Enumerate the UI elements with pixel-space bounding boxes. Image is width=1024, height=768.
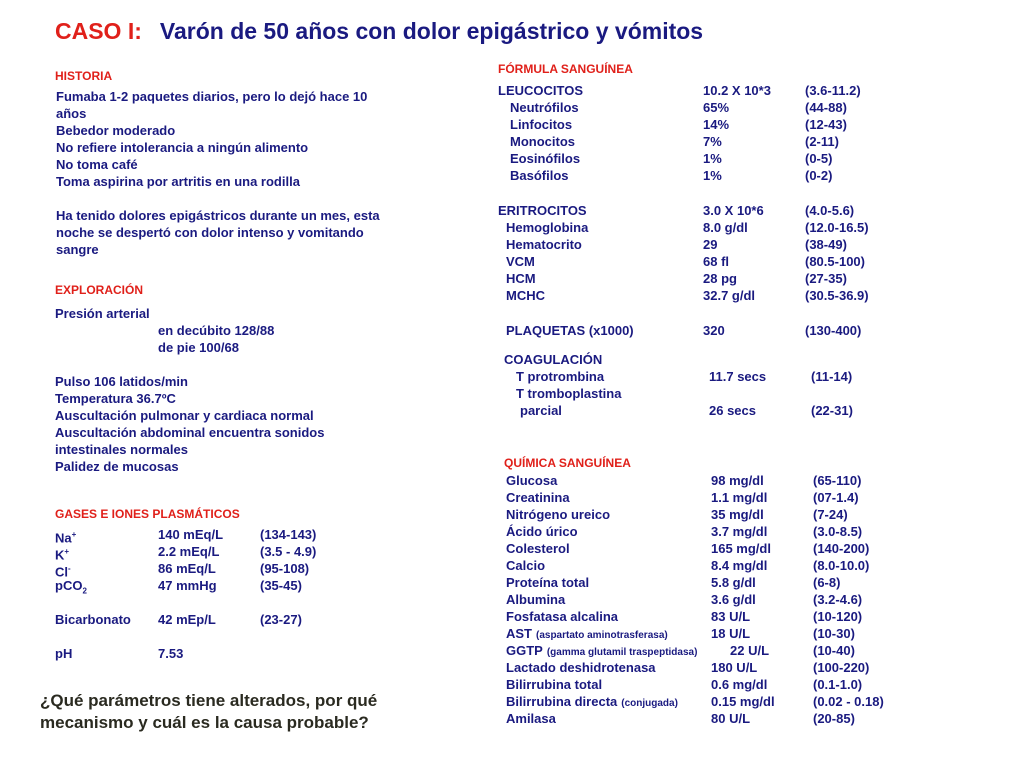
lab-row [506, 710, 926, 727]
lab-value: 0.15 mg/dl [711, 694, 775, 709]
lab-range: (2-11) [805, 134, 839, 149]
historia-line: sangre [56, 242, 99, 257]
lab-range: (0.02 - 0.18) [813, 694, 884, 709]
lab-row [506, 472, 926, 489]
gas-range: (35-45) [260, 578, 302, 593]
lab-range: (27-35) [805, 271, 847, 286]
lab-name: Colesterol [506, 541, 570, 556]
lab-note: (gamma glutamil traspeptidasa) [546, 647, 698, 658]
lab-range: (0-2) [805, 168, 833, 183]
lab-name: Calcio [506, 558, 546, 573]
lab-row [506, 489, 926, 506]
gases-row-cl [55, 560, 355, 580]
lab-row [498, 99, 918, 116]
lab-range: (140-200) [813, 541, 870, 556]
lab-row [498, 236, 918, 253]
lab-value: 10.2 X 10*3 [703, 83, 771, 98]
lab-row [506, 591, 926, 608]
lab-range: (4.0-5.6) [805, 203, 855, 218]
gas-name: K+ [55, 547, 70, 563]
lab-row [506, 693, 926, 710]
lab-range: (10-30) [813, 626, 855, 641]
lab-value: 18 U/L [711, 626, 751, 641]
gas-range: (95-108) [260, 561, 310, 576]
lab-range: (3.2-4.6) [813, 592, 863, 607]
exploracion-text [55, 373, 324, 475]
lab-value: 8.0 g/dl [703, 220, 748, 235]
gas-value: 140 mEq/L [158, 527, 224, 542]
lab-value: 1% [703, 168, 722, 183]
lab-name: Albumina [506, 592, 566, 607]
exploracion-line: Palidez de mucosas [55, 459, 179, 474]
lab-row [506, 557, 926, 574]
lab-name: Hematocrito [506, 237, 582, 252]
formula-heading: FÓRMULA SANGUÍNEA [498, 62, 633, 76]
gas-value: 2.2 mEq/L [158, 544, 220, 559]
gases-row-bicarbonato [55, 611, 355, 628]
question [40, 690, 377, 734]
lab-value: 1% [703, 151, 722, 166]
lab-name: LEUCOCITOS [498, 83, 583, 98]
lab-range: (38-49) [805, 237, 847, 252]
historia-line: Ha tenido dolores epigástricos durante un mes, esta [56, 208, 380, 223]
lab-value: 22 U/L [730, 643, 770, 658]
lab-range: (65-110) [813, 473, 862, 488]
lab-row [498, 253, 918, 270]
lab-value: 80 U/L [711, 711, 751, 726]
lab-value: 65% [703, 100, 730, 115]
lab-note: (conjugada) [621, 698, 678, 709]
lab-value: 35 mg/dl [711, 507, 764, 522]
gas-value: 86 mEq/L [158, 561, 216, 576]
lab-range: (7-24) [813, 507, 848, 522]
lab-range: (0-5) [805, 151, 833, 166]
lab-row [506, 506, 926, 523]
lab-name: AST (aspartato aminotrasferasa) [506, 626, 668, 641]
lab-range: (44-88) [805, 100, 847, 115]
question-line: mecanismo y cuál es la causa probable? [40, 713, 369, 732]
lab-range: (11-14) [811, 369, 853, 384]
lab-range: (0.1-1.0) [813, 677, 863, 692]
gas-value: 7.53 [158, 646, 184, 661]
gas-name: Bicarbonato [55, 612, 131, 627]
lab-name: Bilirrubina directa (conjugada) [506, 694, 678, 709]
lab-note: (aspartato aminotrasferasa) [536, 630, 668, 641]
lab-value: 3.7 mg/dl [711, 524, 768, 539]
page-title [55, 18, 703, 45]
lab-name: ERITROCITOS [498, 203, 587, 218]
gas-name: pCO$_2$ [55, 578, 87, 596]
lab-name: HCM [506, 271, 536, 286]
lab-row [506, 574, 926, 591]
lab-value: 14% [703, 117, 730, 132]
lab-value: 11.7 secs [709, 369, 767, 384]
case-description: Varón de 50 años con dolor epigástrico y vómitos [159, 18, 704, 44]
lab-value: 5.8 g/dl [711, 575, 756, 590]
historia-spacer [56, 190, 380, 207]
lab-row [498, 270, 918, 287]
lab-value: 28 pg [703, 271, 737, 286]
lab-name: Basófilos [510, 168, 569, 183]
lab-range: (8.0-10.0) [813, 558, 870, 573]
gases-row-pco2 [55, 577, 355, 594]
lab-name: parcial [520, 403, 562, 418]
lab-range: (10-40) [813, 643, 855, 658]
lab-range: (6-8) [813, 575, 841, 590]
lab-value: 320 [703, 323, 725, 338]
lab-name: Ácido úrico [506, 524, 578, 539]
lab-range: (07-1.4) [813, 490, 859, 505]
gases-row-na [55, 526, 355, 546]
lab-name: PLAQUETAS (x1000) [506, 323, 634, 338]
lab-name: Nitrógeno ureico [506, 507, 611, 522]
lab-range: (130-400) [805, 323, 862, 338]
historia-heading: HISTORIA [55, 69, 113, 83]
gas-value: 47 mmHg [158, 578, 217, 593]
lab-row [498, 116, 918, 133]
case-label: CASO I: [55, 18, 142, 44]
lab-range: (20-85) [813, 711, 855, 726]
historia-line: años [56, 106, 87, 121]
lab-value: 7% [703, 134, 722, 149]
lab-row [498, 287, 918, 304]
gas-range: (23-27) [260, 612, 302, 627]
lab-name: Neutrófilos [510, 100, 579, 115]
lab-name: Eosinófilos [510, 151, 581, 166]
lab-name: T tromboplastina [516, 386, 622, 401]
lab-name: Creatinina [506, 490, 570, 505]
coagulacion-heading: COAGULACIÓN [504, 352, 603, 367]
historia-line: No refiere intolerancia a ningún alimento [56, 140, 309, 155]
quimica-heading: QUÍMICA SANGUÍNEA [504, 456, 631, 470]
lab-name: Monocitos [510, 134, 575, 149]
presion-pie: de pie 100/68 [158, 340, 239, 355]
lab-value: 68 fl [703, 254, 730, 269]
lab-name: MCHC [506, 288, 545, 303]
lab-name: Proteína total [506, 575, 590, 590]
historia-line: Bebedor moderado [56, 123, 176, 138]
lab-range: (12.0-16.5) [805, 220, 869, 235]
lab-value: 32.7 g/dl [703, 288, 756, 303]
exploracion-line: Temperatura 36.7ºC [55, 391, 176, 406]
lab-value: 29 [703, 237, 718, 252]
lab-value: 0.6 mg/dl [711, 677, 768, 692]
lab-value: 3.6 g/dl [711, 592, 756, 607]
lab-range: (30.5-36.9) [805, 288, 869, 303]
lab-row [506, 676, 926, 693]
lab-value: 1.1 mg/dl [711, 490, 768, 505]
exploracion-line: intestinales normales [55, 442, 188, 457]
lab-row [506, 625, 926, 642]
lab-range: (100-220) [813, 660, 870, 675]
historia-line: No toma café [56, 157, 138, 172]
exploracion-heading: EXPLORACIÓN [55, 283, 144, 297]
lab-name: Lactado deshidrotenasa [506, 660, 656, 675]
lab-name: Hemoglobina [506, 220, 589, 235]
lab-row [506, 642, 926, 659]
lab-name: Glucosa [506, 473, 558, 488]
exploracion-line: Auscultación abdominal encuentra sonidos [55, 425, 325, 440]
lab-value: 165 mg/dl [711, 541, 771, 556]
lab-name: Fosfatasa alcalina [506, 609, 618, 624]
lab-row [506, 659, 926, 676]
lab-row [498, 82, 918, 99]
gas-name: Na+ [55, 530, 77, 546]
lab-value: 83 U/L [711, 609, 751, 624]
historia-line: Fumaba 1-2 paquetes diarios, pero lo dejó hace 10 [56, 89, 368, 104]
presion-arterial: Presión arterial [55, 306, 150, 321]
gas-value: 42 mEp/L [158, 612, 216, 627]
lab-row [506, 523, 926, 540]
lab-name: Linfocitos [510, 117, 573, 132]
gas-range: (134-143) [260, 527, 317, 542]
historia-text [56, 88, 380, 258]
lab-name: T protrombina [516, 369, 605, 384]
lab-range: (3.0-8.5) [813, 524, 863, 539]
gas-name: Cl- [55, 564, 71, 580]
lab-value: 180 U/L [711, 660, 758, 675]
lab-row [498, 167, 918, 184]
lab-name: VCM [506, 254, 535, 269]
lab-value: 98 mg/dl [711, 473, 764, 488]
exploracion-line: Auscultación pulmonar y cardiaca normal [55, 408, 314, 423]
lab-value: 26 secs [709, 403, 756, 418]
lab-value: 3.0 X 10*6 [703, 203, 764, 218]
historia-line: noche se despertó con dolor intenso y vomitando [56, 225, 364, 240]
lab-range: (3.6-11.2) [805, 83, 861, 98]
lab-name: Amilasa [506, 711, 556, 726]
lab-range: (10-120) [813, 609, 863, 624]
lab-range: (80.5-100) [805, 254, 865, 269]
lab-row [498, 150, 918, 167]
plaquetas-row [506, 322, 906, 339]
question-line: ¿Qué parámetros tiene alterados, por qué [40, 691, 378, 710]
tromboplastina-row [516, 385, 916, 402]
historia-line: Toma aspirina por artritis en una rodilla [56, 174, 300, 189]
lab-name: Bilirrubina total [506, 677, 603, 692]
tromboplastina-parcial-row [520, 402, 920, 419]
gases-row-k [55, 543, 355, 563]
presion-decubito: en decúbito 128/88 [158, 323, 275, 338]
exploracion-line: Pulso 106 latidos/min [55, 374, 188, 389]
lab-row [498, 133, 918, 150]
gases-row-ph [55, 645, 355, 662]
gas-name: pH [55, 646, 73, 661]
lab-range: (22-31) [811, 403, 853, 418]
lab-range: (12-43) [805, 117, 847, 132]
gases-heading: GASES E IONES PLASMÁTICOS [55, 507, 240, 521]
lab-row [498, 219, 918, 236]
lab-value: 8.4 mg/dl [711, 558, 768, 573]
lab-row [498, 202, 918, 219]
protrombina-row [516, 368, 916, 385]
lab-row [506, 608, 926, 625]
gas-range: (3.5 - 4.9) [260, 544, 317, 559]
lab-row [506, 540, 926, 557]
lab-name: GGTP (gamma glutamil traspeptidasa) [506, 643, 698, 658]
